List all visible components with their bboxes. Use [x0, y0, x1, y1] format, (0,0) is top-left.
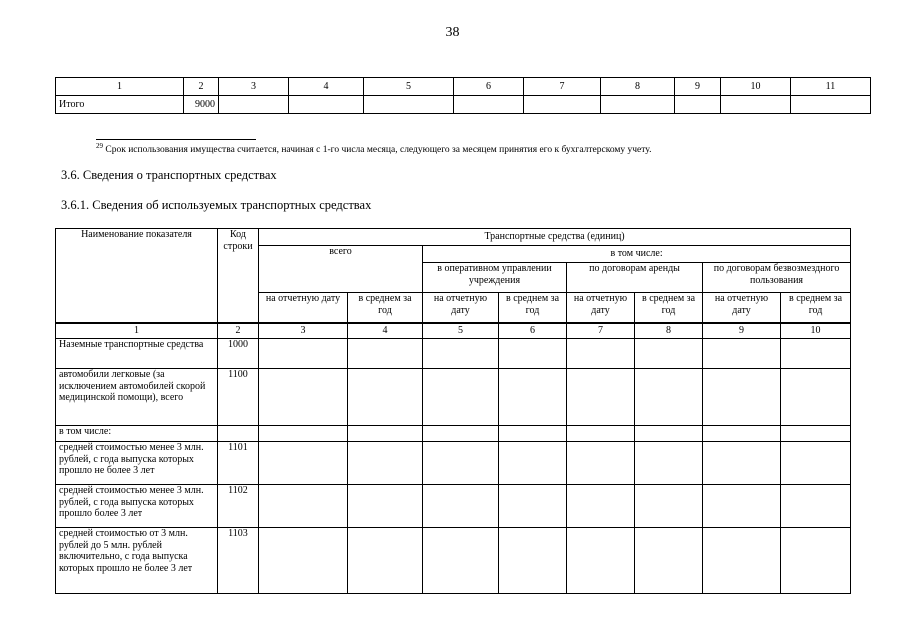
table-cell: [675, 96, 721, 114]
header-total: всего: [259, 246, 423, 293]
column-number: 3: [259, 323, 348, 339]
footnote-separator: [96, 139, 256, 140]
column-number: 4: [348, 323, 423, 339]
column-number: 1: [56, 323, 218, 339]
header-including: в том числе:: [423, 246, 851, 263]
table-cell: 8: [601, 78, 675, 96]
row-code: 1000: [218, 339, 259, 369]
header-on-date: на отчетную дату: [567, 293, 635, 323]
row-name: средней стоимостью от 3 млн. рублей до 5 млн. рублей включительно, с года выпуска которых прошло не более 3 лет: [56, 528, 218, 594]
row-code: 1100: [218, 369, 259, 426]
header-on-date: на отчетную дату: [259, 293, 348, 323]
page-number: 38: [445, 25, 460, 40]
transport-table: [55, 228, 851, 594]
table-cell: 11: [791, 78, 871, 96]
column-number: 6: [499, 323, 567, 339]
column-number: 5: [423, 323, 499, 339]
header-avg-year: в среднем за год: [635, 293, 703, 323]
table-cell: 4: [289, 78, 364, 96]
table-cell: [289, 96, 364, 114]
table-row: [56, 442, 851, 485]
footnote-marker: 29: [96, 142, 103, 150]
row-code: 1103: [218, 528, 259, 594]
footnote-text: Срок использования имущества считается, начиная с 1-го числа месяца, следующего за месяцем принятия его к бухгалтерскому учету.: [103, 145, 652, 156]
table-cell: 7: [524, 78, 601, 96]
column-number: 10: [781, 323, 851, 339]
header-row-1: [56, 229, 851, 246]
table-row: [56, 369, 851, 426]
row-name: автомобили легковые (за исключением автомобилей скорой медицинской помощи), всего: [56, 369, 218, 426]
table-cell: [601, 96, 675, 114]
table-cell: 6: [454, 78, 524, 96]
table-cell: [791, 96, 871, 114]
table-cell: [524, 96, 601, 114]
row-name: в том числе:: [56, 426, 218, 442]
header-on-date: на отчетную дату: [423, 293, 499, 323]
column-number: 9: [703, 323, 781, 339]
table-cell: 9: [675, 78, 721, 96]
row-name: средней стоимостью менее 3 млн. рублей, с года выпуска которых прошло не более 3 лет: [56, 442, 218, 485]
table-cell: 1: [56, 78, 184, 96]
total-code: 9000: [184, 96, 219, 114]
table-row: [56, 339, 851, 369]
header-indicator: Наименование показателя: [56, 229, 218, 323]
table-header-row: [56, 78, 871, 96]
table-cell: [454, 96, 524, 114]
header-avg-year: в среднем за год: [499, 293, 567, 323]
header-transport: Транспортные средства (единиц): [259, 229, 851, 246]
table-cell: [364, 96, 454, 114]
table-row: [56, 528, 851, 594]
section-title: 3.6. Сведения о транспортных средствах: [61, 168, 277, 182]
column-number: 2: [218, 323, 259, 339]
header-avg-year: в среднем за год: [781, 293, 851, 323]
header-code: Код строки: [218, 229, 259, 323]
table-cell: 3: [219, 78, 289, 96]
row-name: Наземные транспортные средства: [56, 339, 218, 369]
continuation-table: [55, 77, 871, 114]
table-cell: [219, 96, 289, 114]
header-operational: в оперативном управлении учреждения: [423, 263, 567, 293]
table-row: [56, 485, 851, 528]
header-avg-year: в среднем за год: [348, 293, 423, 323]
table-cell: [721, 96, 791, 114]
header-free-use: по договорам безвозмездного пользования: [703, 263, 851, 293]
table-cell: 10: [721, 78, 791, 96]
row-name: средней стоимостью менее 3 млн. рублей, с года выпуска которых прошло более 3 лет: [56, 485, 218, 528]
column-number-row: [56, 323, 851, 339]
row-code: 1101: [218, 442, 259, 485]
total-row: [56, 96, 871, 114]
footnote: [96, 142, 651, 155]
table-row: [56, 426, 851, 442]
subsection-title: 3.6.1. Сведения об используемых транспортных средствах: [61, 198, 372, 212]
column-number: 8: [635, 323, 703, 339]
table-cell: 5: [364, 78, 454, 96]
header-lease: по договорам аренды: [567, 263, 703, 293]
header-on-date: на отчетную дату: [703, 293, 781, 323]
column-number: 7: [567, 323, 635, 339]
table-cell: 2: [184, 78, 219, 96]
row-code: [218, 426, 259, 442]
total-label: Итого: [56, 96, 184, 114]
row-code: 1102: [218, 485, 259, 528]
